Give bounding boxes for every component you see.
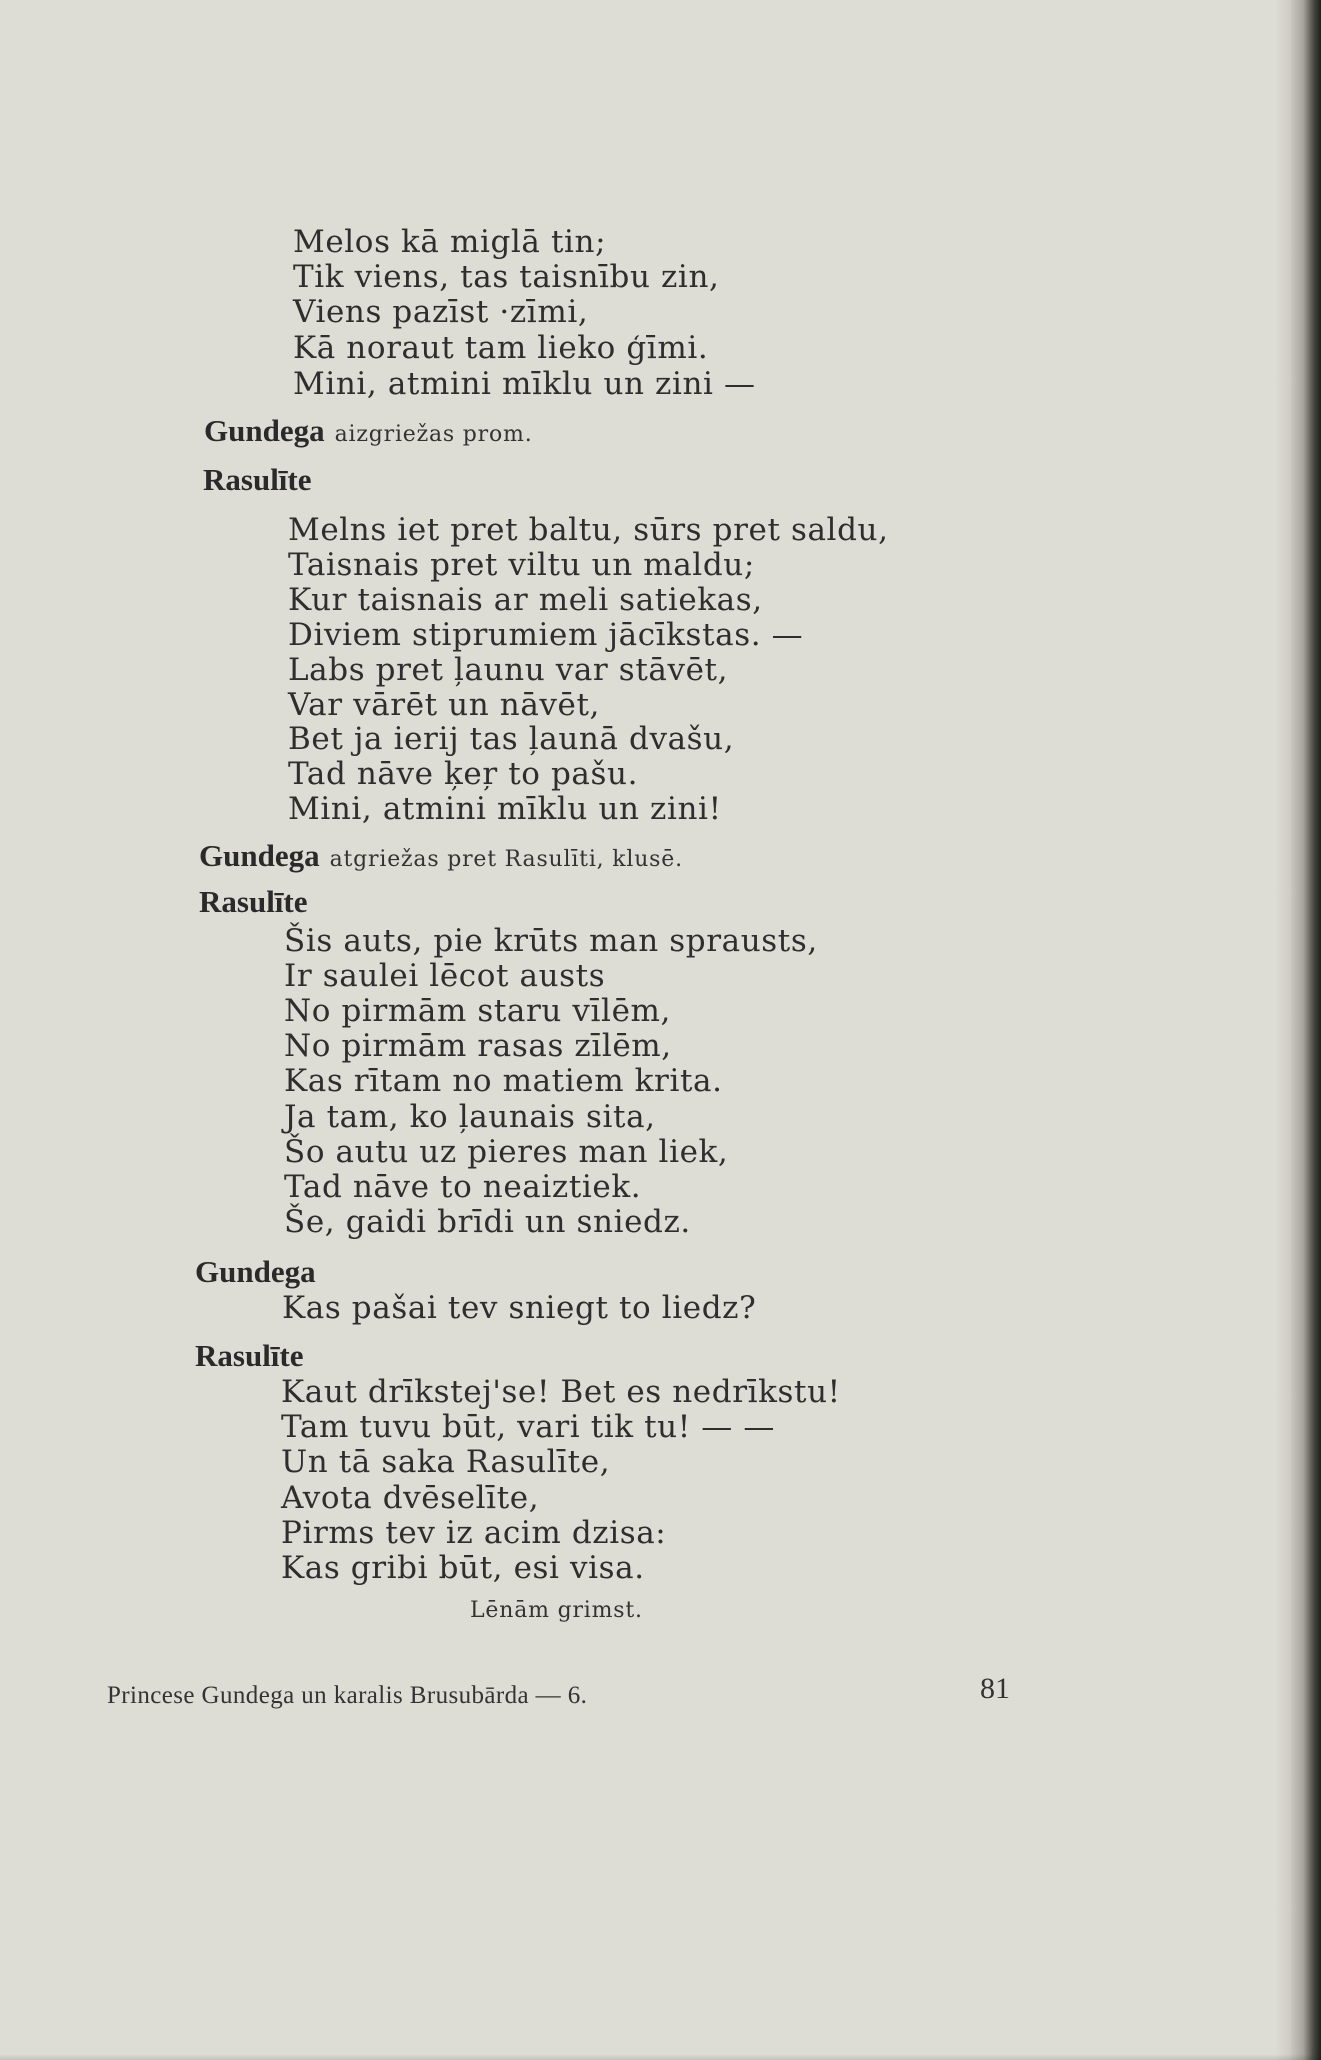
- verse-line: Bet ja ierij tas ļaunā dvašu,: [288, 721, 735, 757]
- verse-line: Un tā saka Rasulīte,: [281, 1444, 611, 1480]
- verse-line: Tam tuvu būt, vari tik tu! — —: [281, 1409, 775, 1445]
- speaker-name: Gundega: [195, 1254, 316, 1289]
- speaker-name: Rasulīte: [195, 1338, 304, 1373]
- verse-line: Kas rītam no matiem krita.: [284, 1063, 723, 1099]
- speaker-name: Rasulīte: [203, 462, 312, 497]
- verse-line: Šis auts, pie krūts man sprausts,: [284, 923, 818, 959]
- verse-line: Var vārēt un nāvēt,: [288, 687, 600, 723]
- verse-line: Kā noraut tam lieko ģīmi.: [293, 330, 709, 366]
- verse-line: Avota dvēselīte,: [281, 1480, 540, 1516]
- verse-line: Šo autu uz pieres man liek,: [284, 1134, 729, 1170]
- stage-direction: Lēnām grimst.: [470, 1598, 643, 1623]
- speaker-name: Gundega: [204, 413, 325, 448]
- verse-line: Kas gribi būt, esi visa.: [281, 1550, 645, 1586]
- verse-line: Mini, atmini mīklu un zini —: [293, 366, 756, 402]
- verse-line: Še, gaidi brīdi un sniedz.: [284, 1204, 691, 1240]
- verse-line: No pirmām rasas zīlēm,: [284, 1028, 672, 1064]
- verse-line: Kur taisnais ar meli satiekas,: [288, 582, 763, 618]
- verse-line: No pirmām staru vīlēm,: [284, 993, 671, 1029]
- verse-line: Tik viens, tas taisnību zin,: [293, 259, 720, 295]
- page-bottom-shadow: [0, 2054, 1321, 2060]
- verse-line: Melos kā miglā tin;: [293, 224, 607, 260]
- verse-line: Ir saulei lēcot austs: [284, 958, 606, 994]
- verse-line: Tad nāve to neaiztiek.: [284, 1169, 642, 1205]
- page-edge-shadow: [1275, 0, 1291, 2060]
- verse-line: Taisnais pret viltu un maldu;: [288, 547, 755, 583]
- stage-direction: aizgriežas prom.: [334, 422, 533, 447]
- book-binding-edge: [1291, 0, 1321, 2060]
- verse-line: Melns iet pret baltu, sūrs pret saldu,: [288, 512, 889, 548]
- verse-line: Kaut drīkstej'se! Bet es nedrīkstu!: [281, 1374, 841, 1410]
- verse-line: Labs pret ļaunu var stāvēt,: [288, 652, 729, 688]
- verse-line: Kas pašai tev sniegt to liedz?: [282, 1290, 757, 1326]
- verse-line: Tad nāve ķeŗ to pašu.: [288, 756, 639, 792]
- verse-line: Pirms tev iz acim dzisa:: [281, 1515, 667, 1551]
- running-footer-title: Princese Gundega un karalis Brusubārda — 6.: [107, 1682, 588, 1709]
- verse-line: Viens pazīst ·zīmi,: [293, 294, 589, 330]
- speaker-name: Gundega: [199, 838, 320, 873]
- speaker-label: [204, 413, 533, 453]
- speaker-label: [199, 838, 683, 878]
- verse-line: Diviem stiprumiem jācīkstas. —: [288, 617, 804, 653]
- verse-line: Ja tam, ko ļaunais sita,: [284, 1099, 656, 1135]
- speaker-name: Rasulīte: [199, 884, 308, 919]
- verse-line: Mini, atmini mīklu un zini!: [288, 791, 722, 827]
- page-number: 81: [980, 1672, 1010, 1705]
- stage-direction: atgriežas pret Rasulīti, klusē.: [329, 847, 683, 872]
